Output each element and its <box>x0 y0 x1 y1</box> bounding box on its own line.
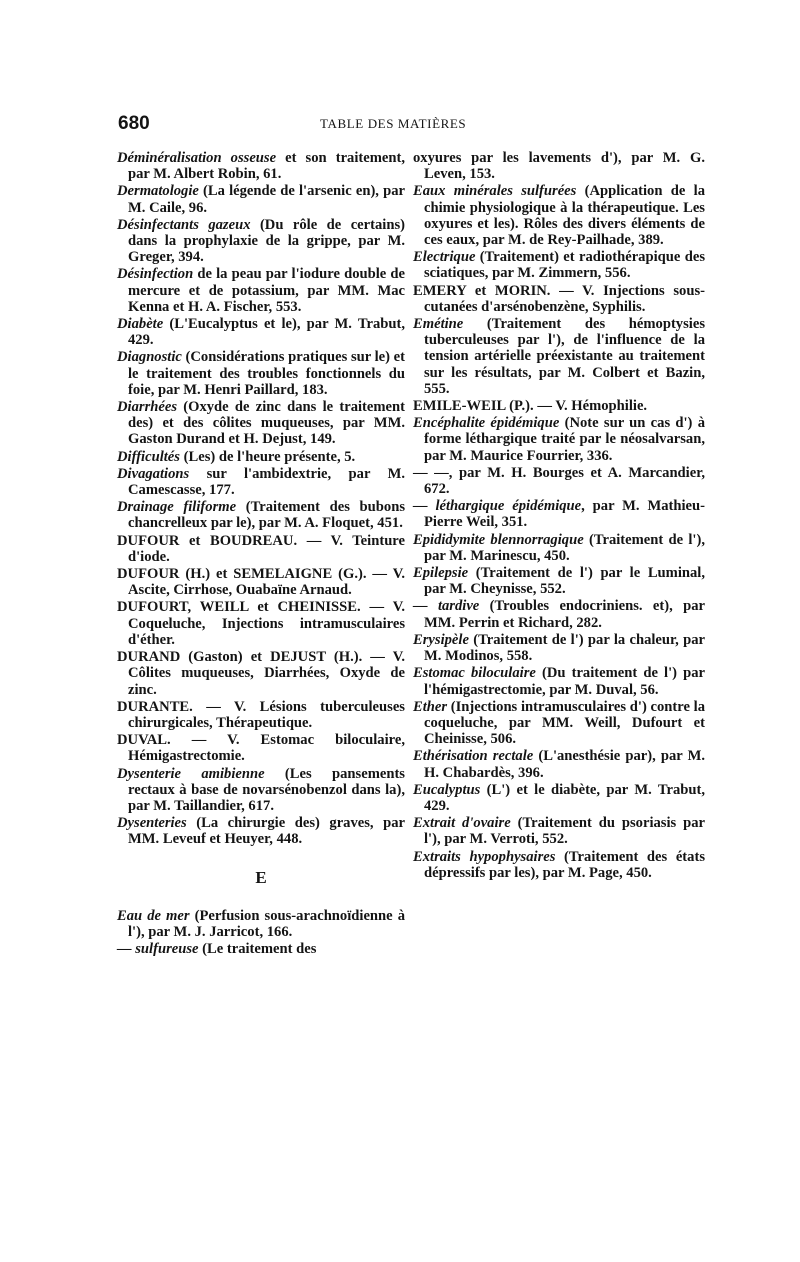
entry-heading: — léthargique épidémique <box>413 498 582 515</box>
entry-heading: Epilepsie <box>413 565 469 582</box>
entry-text: (Traitement de l') par la chaleur, par M. Modinos, 558. <box>424 631 705 665</box>
entry-heading: Eaux minérales sulfurées <box>413 183 577 200</box>
entry-text: (Les pansements rectaux à base de novarsénobenzol dans la), par M. Taillandier, 617. <box>128 765 405 814</box>
entry-text: (Traitement des états dépressifs par les), par M. Page, 450. <box>424 848 705 881</box>
entry-heading: Déminéralisation osseuse <box>117 150 277 166</box>
entry-text: (Du rôle de certains) dans la prophylaxie de la grippe, par M. Greger, 394. <box>128 216 405 266</box>
entry-text: (Le traitement des <box>198 940 317 957</box>
entry-heading: Extraits hypophysaires <box>413 848 556 865</box>
index-entry <box>413 283 705 315</box>
entry-heading: Electrique <box>413 249 476 266</box>
entry-text: (Note sur un cas d') à forme léthargique traité par le néosalvarsan, par M. Maurice Fourrier, 336. <box>424 415 705 464</box>
entry-text: (L') et le diabète, par M. Trabut, 429. <box>424 781 705 814</box>
index-entry <box>117 349 405 398</box>
left-entry-list <box>117 150 405 848</box>
index-entry <box>413 183 705 248</box>
index-entry <box>117 566 405 598</box>
entry-heading: Erysipèle <box>413 631 469 648</box>
index-entry <box>413 782 705 814</box>
entry-heading: Divagations <box>117 465 190 482</box>
index-entry <box>413 415 705 464</box>
entry-text: DUVAL. — V. Estomac biloculaire, Hémigastrectomie. <box>117 732 405 765</box>
left-column <box>117 150 405 958</box>
entry-text: DURANTE. — V. Lésions tuberculeuses chirurgicales, Thérapeutique. <box>117 698 405 731</box>
entry-text: (L'Eucalyptus et le), par M. Trabut, 429. <box>128 316 405 349</box>
entry-heading: Emétine <box>413 316 464 333</box>
entry-heading: Désinfection <box>117 266 194 283</box>
index-entry <box>413 665 705 697</box>
page-number: 680 <box>118 113 150 134</box>
entry-text: (Traitement de l') par le Luminal, par M. Cheynisse, 552. <box>424 565 705 598</box>
running-title: TABLE DES MATIÈRES <box>320 116 467 131</box>
entry-text: EMILE-WEIL (P.). — V. Hémophilie. <box>413 398 648 415</box>
index-entry <box>117 766 405 815</box>
index-entry <box>117 941 405 957</box>
entry-heading: Difficultés <box>117 448 180 465</box>
index-entry <box>117 399 405 448</box>
entry-heading: — tardive <box>413 598 480 615</box>
entry-text: (Traitement de l'), par M. Marinescu, 450. <box>424 531 705 564</box>
entry-heading: Dermatologie <box>117 183 199 200</box>
right-column <box>413 150 705 882</box>
index-entry <box>117 183 405 215</box>
index-entry <box>413 150 705 182</box>
entry-heading: — sulfureuse <box>117 940 199 957</box>
entry-heading: Estomac biloculaire <box>413 665 536 682</box>
index-entry <box>413 699 705 748</box>
entry-heading: Extrait d'ovaire <box>413 815 511 832</box>
entry-text: (Oxyde de zinc dans le traitement des) et des côlites muqueuses, par MM. Gaston Durand et H. Dejust, 149. <box>128 399 405 448</box>
entry-heading: Eau de mer <box>117 907 190 924</box>
entry-text: de la peau par l'iodure double de mercure et de potassium, par MM. Mac Kenna et H. A. Fischer, 553. <box>128 266 405 315</box>
entry-text: — —, par M. H. Bourges et A. Marcandier, 672. <box>413 464 705 498</box>
entry-text: (Considérations pratiques sur le) et le traitement des troubles fonctionnels du foie, par M. Henri Paillard, 183. <box>128 349 405 398</box>
right-entry-list <box>413 150 705 881</box>
index-entry <box>117 599 405 648</box>
entry-heading: Epididymite blennorragique <box>413 531 584 548</box>
entry-text: (Perfusion sous-arachnoïdienne à l'), par M. J. Jarricot, 166. <box>128 907 405 940</box>
index-entry <box>413 398 705 414</box>
entry-text: EMERY et MORIN. — V. Injections sous-cutanées d'arsénobenzène, Syphilis. <box>413 282 705 315</box>
entry-heading: Encéphalite épidémique <box>413 415 560 432</box>
entry-text: (La chirurgie des) graves, par MM. Leveuf et Heuyer, 448. <box>128 815 405 848</box>
entry-text: (La légende de l'arsenic en), par M. Caile, 96. <box>128 183 405 216</box>
entry-heading: Diagnostic <box>117 349 182 366</box>
entry-heading: Eucalyptus <box>413 781 481 798</box>
entry-text: (Traitement des bubons chancrelleux par le), par M. A. Floquet, 451. <box>128 499 405 532</box>
index-entry <box>413 532 705 564</box>
entry-text: , par M. Mathieu-Pierre Weil, 351. <box>424 498 706 531</box>
index-entry <box>413 815 705 847</box>
index-entry <box>413 849 705 881</box>
index-entry <box>117 217 405 266</box>
index-entry <box>413 632 705 664</box>
index-entry <box>413 565 705 597</box>
left-entry-list-e <box>117 908 405 958</box>
index-entry <box>413 598 705 630</box>
index-entry <box>117 908 405 940</box>
entry-heading: Désinfectants gazeux <box>117 216 251 233</box>
index-entry <box>117 732 405 764</box>
index-entry <box>117 466 405 498</box>
entry-text: et son traitement, par M. Albert Robin, 61. <box>128 150 405 183</box>
entry-heading: Diarrhées <box>117 399 177 416</box>
index-entry <box>117 815 405 847</box>
entry-heading: Ethérisation rectale <box>413 748 534 765</box>
entry-text: oxyures par les lavements d'), par M. G. Leven, 153. <box>413 150 705 183</box>
entry-heading: Dysenterie amibienne <box>117 765 265 782</box>
entry-text: (L'anesthésie par), par M. H. Chabardès, 396. <box>424 748 706 781</box>
index-entry <box>117 499 405 531</box>
entry-text: (Traitement des hémoptysies tuberculeuses par l'), de l'influence de la tension artérielle préexistante au traitement sur les résultats, par M. Colbert et Bazin, 555. <box>424 316 705 397</box>
index-entry <box>117 533 405 565</box>
entry-text: (Les) de l'heure présente, 5. <box>179 448 356 465</box>
section-letter: E <box>255 867 267 887</box>
entry-text: DUFOUR et BOUDREAU. — V. Teinture d'iode. <box>117 532 405 565</box>
entry-text: (Troubles endocriniens. et), par MM. Perrin et Richard, 282. <box>424 598 705 631</box>
index-entry <box>117 316 405 348</box>
index-entry <box>117 266 405 315</box>
entry-text: (Traitement du psoriasis par l'), par M. Verroti, 552. <box>424 815 705 848</box>
index-entry <box>413 498 705 530</box>
index-entry <box>117 150 405 182</box>
entry-text: sur l'ambidextrie, par M. Camescasse, 177. <box>128 465 405 499</box>
entry-heading: Drainage filiforme <box>117 499 237 516</box>
index-entry <box>117 699 405 731</box>
index-entry <box>413 249 705 281</box>
index-entry <box>413 465 705 497</box>
index-entry <box>117 449 405 465</box>
entry-text: DURAND (Gaston) et DEJUST (H.). — V. Côlites muqueuses, Diarrhées, Oxyde de zinc. <box>117 649 405 698</box>
entry-heading: Dysenteries <box>117 815 187 832</box>
index-entry <box>117 649 405 698</box>
entry-text: (Application de la chimie physiologique à la thérapeutique. Les oxyures et les). Rôles des divers éléments de ces eaux, par M. de Rey-Pailhade, 389. <box>424 183 705 249</box>
entry-heading: Diabète <box>117 316 164 333</box>
entry-text: (Injections intramusculaires d') contre la coqueluche, par MM. Weill, Dufourt et Cheinisse, 506. <box>424 698 705 748</box>
index-entry <box>413 748 705 780</box>
index-entry <box>413 316 705 397</box>
entry-text: DUFOUR (H.) et SEMELAIGNE (G.). — V. Ascite, Cirrhose, Ouabaïne Arnaud. <box>117 566 405 599</box>
entry-text: DUFOURT, WEILL et CHEINISSE. — V. Coqueluche, Injections intramusculaires d'éther. <box>117 599 405 648</box>
entry-text: (Traitement) et radiothérapique des sciatiques, par M. Zimmern, 556. <box>424 249 705 282</box>
entry-text: (Du traitement de l') par l'hémigastrectomie, par M. Duval, 56. <box>424 665 705 698</box>
entry-heading: Ether <box>413 698 448 715</box>
